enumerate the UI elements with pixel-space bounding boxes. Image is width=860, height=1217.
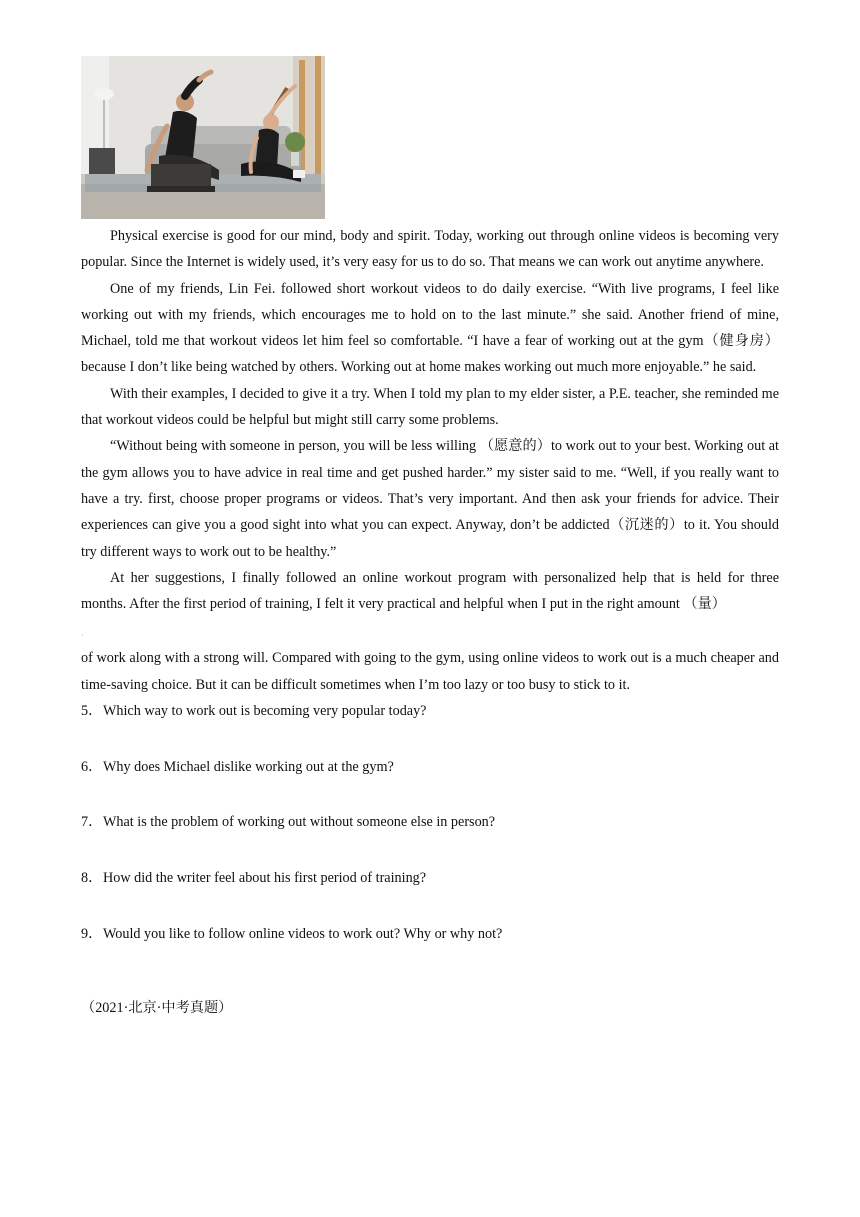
passage-continuation: of work along with a strong will. Compared with going to the gym, using online videos to work out is a much cheaper and time-saving choice. But it can be difficult sometimes when I’m too lazy or too busy to stick to it.: [81, 650, 779, 693]
question-item: [81, 865, 779, 891]
reading-passage: [81, 223, 779, 698]
question-number: 9．: [81, 925, 103, 942]
document-page: [81, 56, 779, 1021]
question-number: 5．: [81, 703, 103, 720]
question-text: Why does Michael dislike working out at the gym?: [103, 758, 394, 775]
workout-photo-icon: [81, 56, 325, 219]
page-break-spacer: ·: [81, 631, 84, 641]
question-item: [81, 698, 779, 724]
question-number: 8．: [81, 870, 103, 887]
question-number: 6．: [81, 758, 103, 775]
passage-paragraph-5: At her suggestions, I finally followed an online workout program with personalized help that is held for three months. After the first period of training, I felt it very practical and helpful when I put in the right amount （量）: [81, 569, 779, 613]
question-text: Would you like to follow online videos to work out? Why or why not?: [103, 925, 503, 942]
question-number: 7．: [81, 814, 103, 831]
question-text: What is the problem of working out without someone else in person?: [103, 814, 496, 831]
question-item: [81, 921, 779, 947]
question-item: [81, 809, 779, 835]
question-list: [81, 698, 779, 947]
source-citation: （2021·北京·中考真题）: [81, 1000, 233, 1017]
question-text: How did the writer feel about his first period of training?: [103, 870, 427, 887]
passage-paragraph-2: One of my friends, Lin Fei. followed short workout videos to do daily exercise. “With live programs, I feel like working out with my friends, which encourages me to hold on to the last minute.” she said. Another friend of mine, Michael, told me that workout videos let him feel so comfortable. “I have a fear of working out at the gym（健身房）because I don’t like being watched by others. Working out at home makes working out much more enjoyable.” he said.: [81, 280, 779, 376]
passage-paragraph-4: “Without being with someone in person, you will be less willing （愿意的）to work out to your best. Working out at the gym allows you to have advice in real time and get pushed harder.” my sister said to me. “Well, if you really want to have a try. first, choose proper programs or videos. That’s very important. And then ask your friends for advice. Their experiences can give you a good sight into what you can expect. Anyway, don’t be addicted（沉迷的）to it. You should try different ways to work out to be healthy.”: [81, 438, 779, 560]
passage-paragraph-1: Physical exercise is good for our mind, body and spirit. Today, working out through online videos is becoming very popular. Since the Internet is widely used, it’s very easy for us to do so. That means we can work out anytime anywhere.: [81, 228, 779, 271]
passage-paragraph-3: With their examples, I decided to give it a try. When I told my plan to my elder sister, a P.E. teacher, she reminded me that workout videos could be helpful but might still carry some problems.: [81, 385, 779, 429]
question-item: [81, 754, 779, 780]
question-text: Which way to work out is becoming very popular today?: [103, 703, 427, 720]
